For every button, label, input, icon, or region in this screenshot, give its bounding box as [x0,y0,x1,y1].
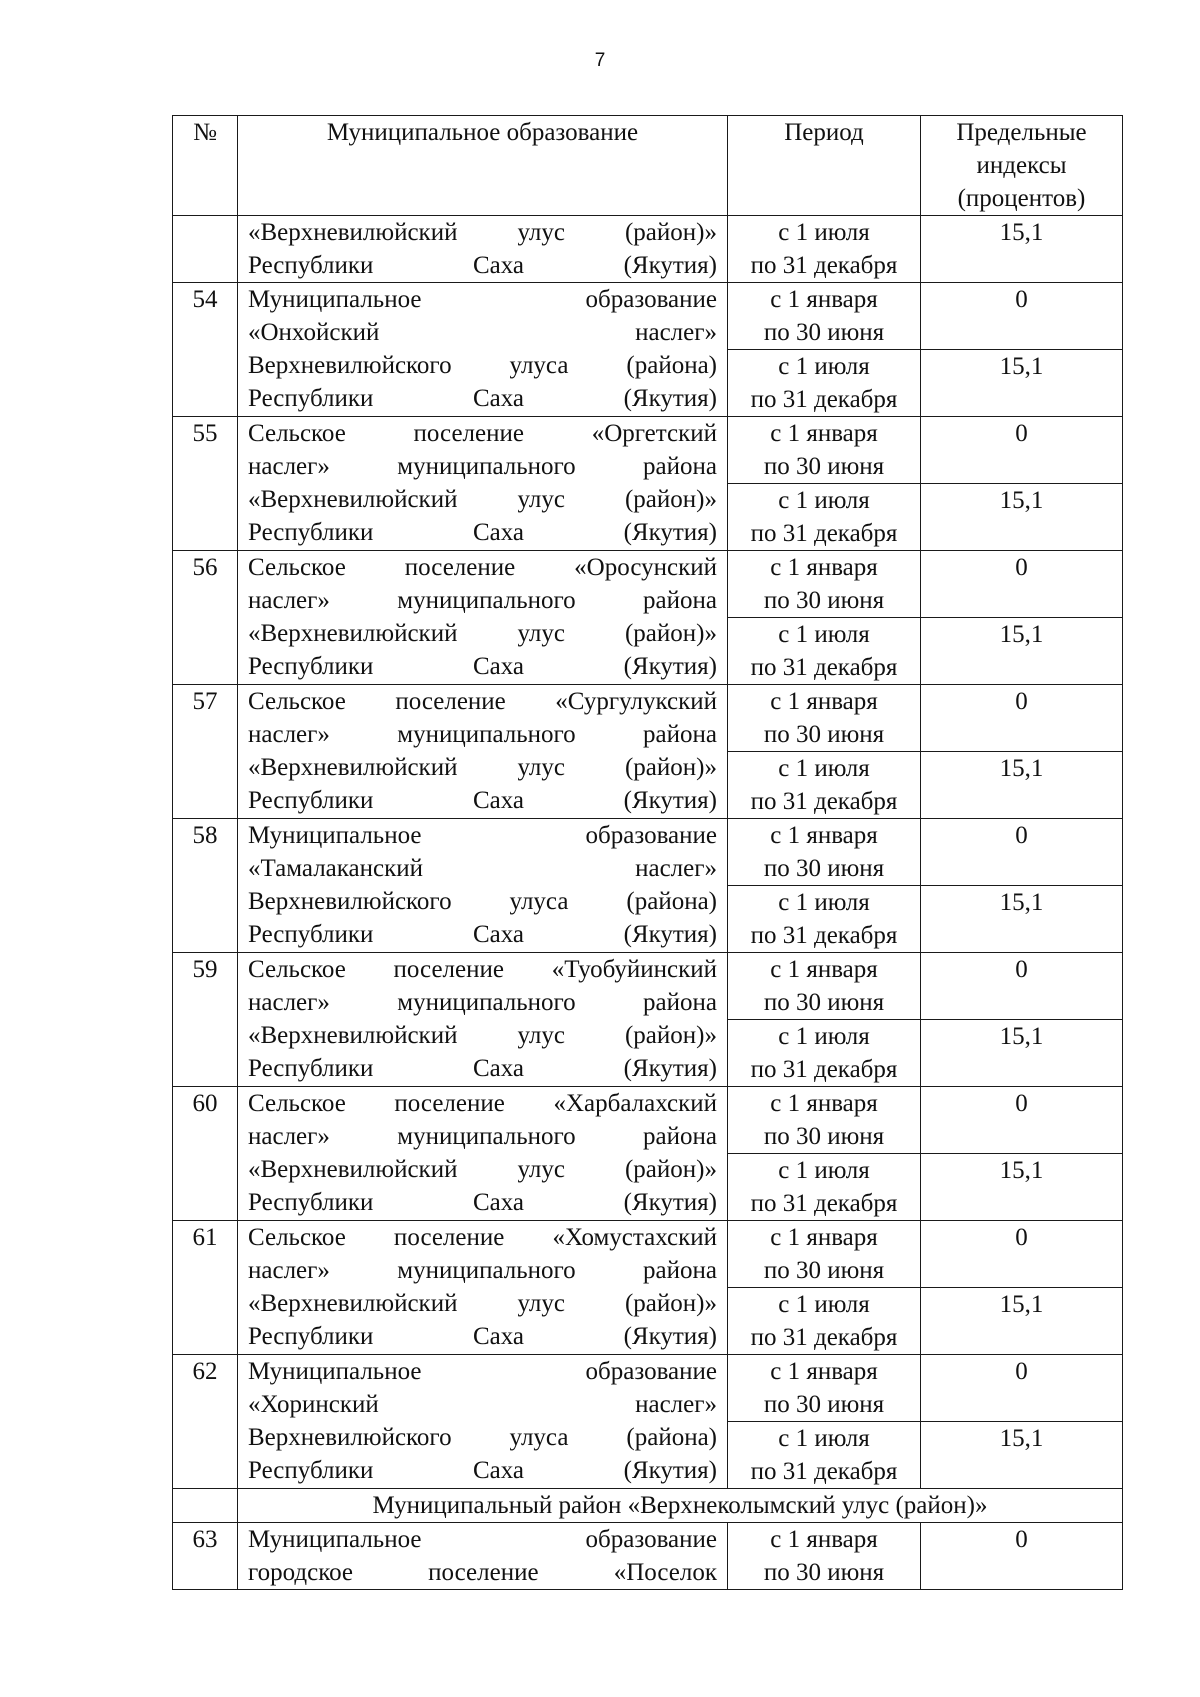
row-number-cell [173,216,238,283]
index-value: 15,1 [921,1154,1123,1221]
name-line: «Хоринский наслег» [248,1391,717,1418]
name-line: «Верхневилюйский улус (район)» [248,620,717,647]
period-cell [728,1020,921,1087]
name-line: городское поселение «Поселок [248,1559,717,1586]
period-cell [728,1422,921,1489]
row-number: 63 [173,1523,238,1590]
name-line: Республики Саха (Якутия) [248,1055,717,1082]
period-from: с 1 июля [778,755,870,782]
period-to: по 31 декабря [750,654,898,681]
municipality-name [238,1221,728,1355]
period-to: по 31 декабря [750,1190,898,1217]
period-cell [728,819,921,886]
period-cell [728,752,921,819]
index-value: 15,1 [921,484,1123,551]
period-to: по 31 декабря [750,252,898,279]
municipality-name [238,283,728,417]
index-value: 15,1 [921,752,1123,819]
period-from: с 1 января [770,420,878,447]
name-line: Сельское поселение «Оросунский [248,554,717,581]
period-cell [728,953,921,1020]
period-to: по 31 декабря [750,520,898,547]
table-row [173,953,1123,1020]
period-to: по 30 июня [763,1123,885,1150]
index-value: 0 [921,819,1123,886]
name-line: Муниципальное образование [248,822,717,849]
period-cell [728,685,921,752]
period-to: по 30 июня [763,587,885,614]
period-cell [728,1154,921,1221]
period-from: с 1 января [770,688,878,715]
period-from: с 1 июля [778,1425,870,1452]
name-line: «Верхневилюйский улус (район)» [248,754,717,781]
period-from: с 1 января [770,1090,878,1117]
municipality-name [238,1523,728,1590]
name-line: Республики Саха (Якутия) [248,653,717,680]
table-row [173,1221,1123,1288]
period-to: по 31 декабря [750,1056,898,1083]
index-value: 15,1 [921,350,1123,417]
period-cell [728,1221,921,1288]
name-line: Верхневилюйского улуса (района) [248,352,717,379]
period-to: по 30 июня [763,989,885,1016]
period-to: по 30 июня [763,453,885,480]
municipality-name [238,551,728,685]
period-from: с 1 июля [778,487,870,514]
name-line: Республики Саха (Якутия) [248,252,717,279]
period-from: с 1 июля [778,353,870,380]
period-from: с 1 января [770,286,878,313]
period-cell [728,1355,921,1422]
name-line: «Верхневилюйский улус (район)» [248,1022,717,1049]
period-to: по 31 декабря [750,386,898,413]
index-value: 15,1 [921,1288,1123,1355]
page-number: 7 [594,50,606,71]
name-line: Сельское поселение «Туобуйинский [248,956,717,983]
index-value: 15,1 [921,886,1123,953]
period-from: с 1 июля [778,219,870,246]
index-value: 0 [921,551,1123,618]
table-row [173,551,1123,618]
table-row [173,819,1123,886]
row-number: 58 [173,819,238,953]
period-to: по 30 июня [763,855,885,882]
name-line: наслег» муниципального района [248,453,717,480]
name-line: Республики Саха (Якутия) [248,1323,717,1350]
name-line: Муниципальное образование [248,1526,717,1553]
table-row [173,1355,1123,1422]
table-row [173,417,1123,484]
name-line: «Верхневилюйский улус (район)» [248,486,717,513]
name-line: «Верхневилюйский улус (район)» [248,1156,717,1183]
tariff-index-table [172,115,1123,1590]
table-header-row [173,116,1123,216]
municipality-name [238,1355,728,1489]
period-from: с 1 января [770,1224,878,1251]
name-line: Республики Саха (Якутия) [248,921,717,948]
section-row [173,1489,1123,1523]
name-line: наслег» муниципального района [248,989,717,1016]
name-line: Муниципальное образование [248,1358,717,1385]
period-from: с 1 января [770,956,878,983]
row-number: 60 [173,1087,238,1221]
name-line: наслег» муниципального района [248,1257,717,1284]
name-line: «Онхойский наслег» [248,319,717,346]
table-row [173,1523,1123,1590]
municipality-name [238,216,728,283]
period-cell [728,618,921,685]
index-value: 0 [921,417,1123,484]
municipality-name [238,819,728,953]
index-value: 0 [921,1523,1123,1590]
name-line: Сельское поселение «Сургулукский [248,688,717,715]
period-to: по 30 июня [763,319,885,346]
continuation-row [173,216,1123,283]
name-line: Республики Саха (Якутия) [248,1457,717,1484]
name-line: Муниципальное образование [248,286,717,313]
index-value: 15,1 [921,216,1123,283]
header-index: Предельные индексы (процентов) [921,116,1123,216]
municipality-name [238,417,728,551]
name-line: Республики Саха (Якутия) [248,519,717,546]
period-to: по 30 июня [763,1391,885,1418]
period-cell [728,484,921,551]
period-cell [728,1288,921,1355]
period-cell [728,1523,921,1590]
index-value: 0 [921,1221,1123,1288]
period-to: по 30 июня [763,1257,885,1284]
period-from: с 1 января [770,1526,878,1553]
name-line: Республики Саха (Якутия) [248,787,717,814]
index-value: 15,1 [921,1422,1123,1489]
municipality-name [238,1087,728,1221]
row-number: 62 [173,1355,238,1489]
name-line: наслег» муниципального района [248,721,717,748]
table-row [173,685,1123,752]
period-cell [728,1087,921,1154]
name-line: Республики Саха (Якутия) [248,385,717,412]
name-line: Сельское поселение «Харбалахский [248,1090,717,1117]
period-cell [728,350,921,417]
index-value: 0 [921,1355,1123,1422]
name-line: Сельское поселение «Оргетский [248,420,717,447]
section-title: Муниципальный район «Верхнеколымский улус (район)» [238,1489,1123,1523]
period-from: с 1 июля [778,1291,870,1318]
period-to: по 30 июня [763,1559,885,1586]
name-line: наслег» муниципального района [248,1123,717,1150]
index-value: 0 [921,1087,1123,1154]
header-num: № [173,116,238,216]
name-line: наслег» муниципального района [248,587,717,614]
row-number: 59 [173,953,238,1087]
name-line: «Верхневилюйский улус (район)» [248,1290,717,1317]
name-line: Республики Саха (Якутия) [248,1189,717,1216]
table-row [173,1087,1123,1154]
period-from: с 1 июля [778,1023,870,1050]
row-number: 54 [173,283,238,417]
row-number: 57 [173,685,238,819]
name-line: Верхневилюйского улуса (района) [248,888,717,915]
index-value: 15,1 [921,1020,1123,1087]
period-from: с 1 января [770,1358,878,1385]
period-to: по 31 декабря [750,1458,898,1485]
period-from: с 1 января [770,554,878,581]
municipality-name [238,685,728,819]
period-cell [728,551,921,618]
name-line: «Тамалаканский наслег» [248,855,717,882]
row-number: 55 [173,417,238,551]
period-to: по 31 декабря [750,1324,898,1351]
name-line: Верхневилюйского улуса (района) [248,1424,717,1451]
municipality-name [238,953,728,1087]
name-line: Сельское поселение «Хомустахский [248,1224,717,1251]
index-value: 0 [921,685,1123,752]
row-number: 56 [173,551,238,685]
index-value: 15,1 [921,618,1123,685]
period-from: с 1 января [770,822,878,849]
period-to: по 31 декабря [750,922,898,949]
header-name: Муниципальное образование [238,116,728,216]
period-from: с 1 июля [778,621,870,648]
row-number: 61 [173,1221,238,1355]
period-cell [728,886,921,953]
name-line: «Верхневилюйский улус (район)» [248,219,717,246]
period-from: с 1 июля [778,1157,870,1184]
index-value: 0 [921,283,1123,350]
period-to: по 31 декабря [750,788,898,815]
period-cell [728,417,921,484]
row-number-cell [173,1489,238,1523]
index-value: 0 [921,953,1123,1020]
period-cell [728,283,921,350]
table-row [173,283,1123,350]
period-cell [728,216,921,283]
header-period: Период [728,116,921,216]
period-from: с 1 июля [778,889,870,916]
period-to: по 30 июня [763,721,885,748]
